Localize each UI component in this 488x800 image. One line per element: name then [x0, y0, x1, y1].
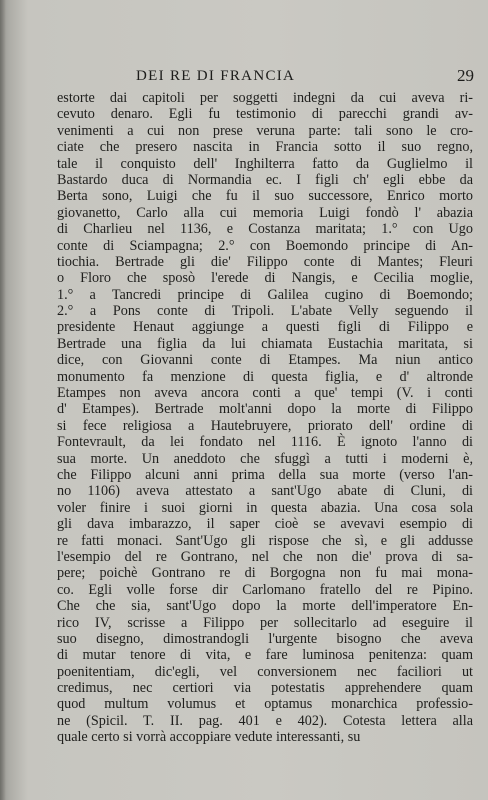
text-line: no 1106) aveva attestato a sant'Ugo abate di Cluni, di — [57, 483, 473, 500]
text-line: Berta sono, Luigi che fu il suo successore, Enrico morto — [57, 188, 473, 205]
page-header — [56, 68, 474, 88]
text-line: Etampes non aveva ancora conti a que' tempi (V. i conti — [57, 385, 473, 402]
running-title: DEI RE DI FRANCIA — [136, 68, 296, 84]
text-line: estorte dai capitoli per soggetti indegni da cui aveva ri- — [57, 90, 473, 106]
text-line: Fontevrault, da lei fondato nel 1116. È ignoto l'anno di — [57, 434, 473, 451]
text-line: Bastardo duca di Normandia ec. I figli ch' egli ebbe da — [57, 171, 473, 188]
text-line: quod multum volumus et optamus monarchica professio- — [57, 696, 473, 713]
text-line: Bertrade una figlia da lui chiamata Eustachia maritata, si — [57, 335, 473, 352]
text-line: co. Egli volle forse dir Carlomano fratello del re Pipino. — [57, 581, 473, 598]
text-line: tale il conquisto dell' Inghilterra fatto da Guglielmo il — [57, 155, 473, 172]
text-line: di Charlieu nel 1136, e Costanza maritata; 1.° con Ugo — [57, 221, 473, 238]
text-line: gli dava imbarazzo, il saper cioè se avevavi esempio di — [57, 516, 473, 533]
text-line: Che che sia, sant'Ugo dopo la morte dell'imperatore En- — [57, 598, 473, 615]
text-line: d' Etampes). Bertrade molt'anni dopo la morte di Filippo — [57, 401, 473, 418]
text-line: 2.° a Pons conte di Tripoli. L'abate Velly seguendo il — [57, 303, 473, 320]
binding-shadow — [0, 0, 6, 800]
text-line: voler finire i suoi giorni in questa abazia. Una cosa sola — [57, 499, 473, 516]
text-line: pere; poichè Gontrano re di Borgogna non fu mai mona- — [57, 565, 473, 582]
text-line: che Filippo alcuni anni prima della sua morte (verso l'an- — [57, 466, 473, 483]
text-line: suo disegno, dimostrandogli l'urgente bisogno che aveva — [57, 630, 473, 647]
text-line: conte di Sciampagna; 2.° con Boemondo principe di An- — [57, 237, 473, 254]
text-line: re fatti monaci. Sant'Ugo gli rispose che sì, e gli addusse — [57, 532, 473, 549]
text-line: credimus, nec certiori via potestatis apprehendere quam — [57, 680, 473, 697]
text-line: dice, con Giovanni conte di Etampes. Ma niun antico — [57, 352, 473, 369]
text-line: ne (Spicil. T. II. pag. 401 e 402). Cotesta lettera alla — [57, 712, 473, 729]
text-line: venimenti a cui non prese veruna parte: tali sono le cro- — [57, 122, 473, 139]
text-line: 1.° a Tancredi principe di Galilea cugino di Boemondo; — [57, 286, 473, 303]
text-line: poenitentiam, dic'egli, vel conversionem nec faciliori ut — [57, 663, 473, 680]
body-text — [57, 90, 473, 746]
text-line: presidente Henaut aggiunge a questi figli di Filippo e — [57, 319, 473, 336]
text-line: l'esempio del re Gontrano, nel che non die' prova di sa- — [57, 548, 473, 565]
text-line: ciate che presero nascita in Francia sotto il suo regno, — [57, 139, 473, 156]
page-number: 29 — [457, 66, 474, 85]
text-line: giovanetto, Carlo alla cui memoria Luigi fondò l' abazia — [57, 204, 473, 221]
text-line: tiochia. Bertrade gli die' Filippo conte di Mantes; Fleuri — [57, 253, 473, 270]
text-line: di mutar tenore di vita, e fare luminosa penitenza: quam — [57, 647, 473, 664]
text-line: cevuto denaro. Egli fu testimonio di parecchi grandi av- — [57, 106, 473, 123]
text-line: quale certo si vorrà accoppiare vedute interessanti, su — [57, 729, 361, 746]
text-line: sua morte. Un aneddoto che sfuggì a tutti i moderni è, — [57, 450, 473, 467]
text-line: o Floro che sposò l'erede di Nangis, e Cecilia moglie, — [57, 270, 473, 287]
text-line: rico IV, scrisse a Filippo per sollecitarlo ad eseguire il — [57, 614, 473, 631]
text-line: monumento fa menzione di questa figlia, e d' altronde — [57, 368, 473, 385]
text-line: si fece religiosa a Hautebruyere, priorato dell' ordine di — [57, 417, 473, 434]
